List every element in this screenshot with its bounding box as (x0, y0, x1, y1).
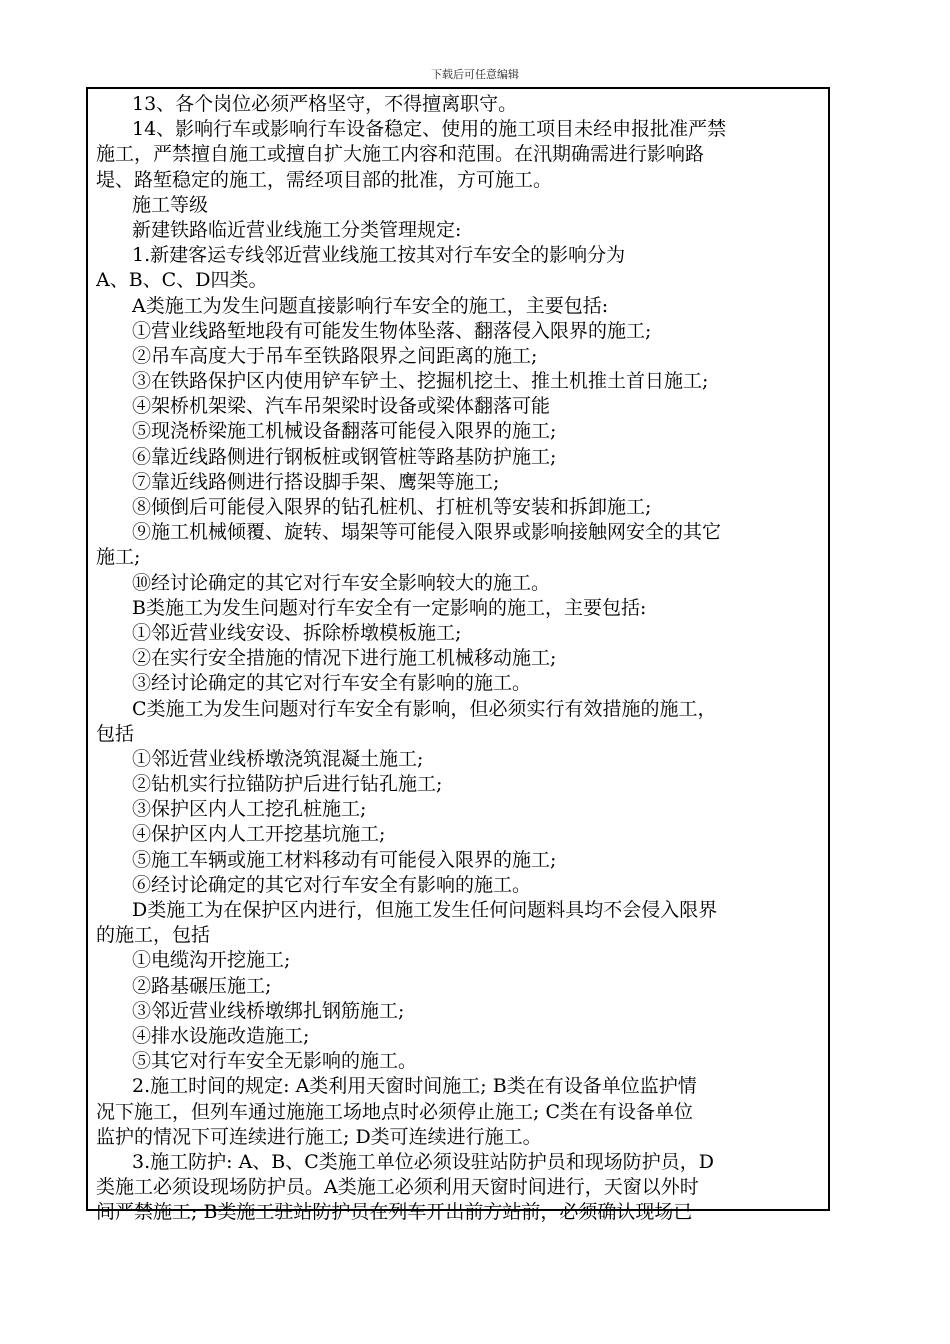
text-line: 的施工，包括 (96, 924, 211, 947)
text-line: D类施工为在保护区内进行，但施工发生任何问题料具均不会侵入限界 (132, 899, 718, 921)
page-header: 下载后可任意编辑 (431, 68, 519, 81)
text-line: ④保护区内人工开挖基坑施工; (132, 823, 386, 846)
text-line: 3.施工防护: A、B、C类施工单位必须设驻站防护员和现场防护员，D (132, 1150, 715, 1173)
text-line: C类施工为发生问题对行车安全有影响，但必须实行有效措施的施工， (132, 697, 717, 720)
text-line: ①邻近营业线安设、拆除桥墩模板施工; (132, 621, 462, 644)
text-line: ⑨施工机械倾覆、旋转、塌架等可能侵入限界或影响接触网安全的其它 (132, 521, 722, 544)
text-line: ⑦靠近线路侧进行搭设脚手架、鹰架等施工; (132, 470, 500, 493)
text-line: B类施工为发生问题对行车安全有一定影响的施工，主要包括: (132, 596, 647, 619)
document-body (96, 92, 822, 1225)
text-line: ⑤其它对行车安全无影响的施工。 (132, 1050, 418, 1073)
text-line: ③保护区内人工挖孔桩施工; (132, 798, 367, 821)
text-line: 2.施工时间的规定: A类利用天窗时间施工; B类在有设备单位监护情 (132, 1075, 697, 1098)
text-line: ③经讨论确定的其它对行车安全有影响的施工。 (132, 672, 532, 695)
text-line: 新建铁路临近营业线施工分类管理规定: (132, 218, 462, 241)
text-line: ①邻近营业线桥墩浇筑混凝土施工; (132, 747, 424, 770)
text-line: ④架桥机架梁、汽车吊架梁时设备或梁体翻落可能 (132, 395, 551, 418)
text-line: ⑥经讨论确定的其它对行车安全有影响的施工。 (132, 873, 532, 896)
text-line: ⑤施工车辆或施工材料移动有可能侵入限界的施工; (132, 848, 557, 871)
text-line: A、B、C、D四类。 (96, 269, 268, 292)
text-line: ⑧倾倒后可能侵入限界的钻孔桩机、打桩机等安装和拆卸施工; (132, 496, 652, 518)
text-line: 间严禁施工; B类施工驻站防护员在列车开出前方站前，必须确认现场已 (96, 1201, 693, 1224)
text-line: 1.新建客运专线邻近营业线施工按其对行车安全的影响分为 (132, 244, 626, 267)
text-line: 包括 (96, 722, 135, 745)
text-line: A类施工为发生问题直接影响行车安全的施工，主要包括: (132, 294, 609, 317)
text-line: 14、影响行车或影响行车设备稳定、使用的施工项目未经申报批准严禁 (132, 118, 727, 141)
text-line: ①电缆沟开挖施工; (132, 949, 291, 972)
text-line: ①营业线路堑地段有可能发生物体坠落、翻落侵入限界的施工; (132, 319, 652, 342)
text-line: ⑩经讨论确定的其它对行车安全影响较大的施工。 (132, 571, 551, 594)
text-line: 类施工必须设现场防护员。A类施工必须利用天窗时间进行，天窗以外时 (96, 1176, 699, 1199)
text-line: 施工; (96, 546, 141, 569)
text-line: 13、各个岗位必须严格坚守，不得擅离职守。 (132, 93, 518, 115)
text-line: ②钻机实行拉锚防护后进行钻孔施工; (132, 773, 443, 796)
text-line: ②路基碾压施工; (132, 974, 272, 997)
text-line: 监护的情况下可连续进行施工; D类可连续进行施工。 (96, 1125, 542, 1148)
text-line: 堤、路堑稳定的施工，需经项目部的批准，方可施工。 (96, 168, 553, 191)
text-line: 况下施工，但列车通过施施工场地点时必须停止施工; C类在有设备单位 (96, 1100, 693, 1123)
text-line: ④排水设施改造施工; (132, 1024, 310, 1047)
text-line: ⑥靠近线路侧进行钢板桩或钢管桩等路基防护施工; (132, 445, 557, 468)
text-line: ③邻近营业线桥墩绑扎钢筋施工; (132, 999, 405, 1022)
text-line: ⑤现浇桥梁施工机械设备翻落可能侵入限界的施工; (132, 420, 557, 443)
text-line: ②吊车高度大于吊车至铁路限界之间距离的施工; (132, 344, 538, 367)
text-line: ②在实行安全措施的情况下进行施工机械移动施工; (132, 647, 557, 670)
text-line: ③在铁路保护区内使用铲车铲土、挖掘机挖土、推土机推土首日施工; (132, 370, 709, 393)
text-line: 施工，严禁擅自施工或擅自扩大施工内容和范围。在汛期确需进行影响路 (96, 143, 705, 166)
text-line: 施工等级 (132, 193, 209, 216)
